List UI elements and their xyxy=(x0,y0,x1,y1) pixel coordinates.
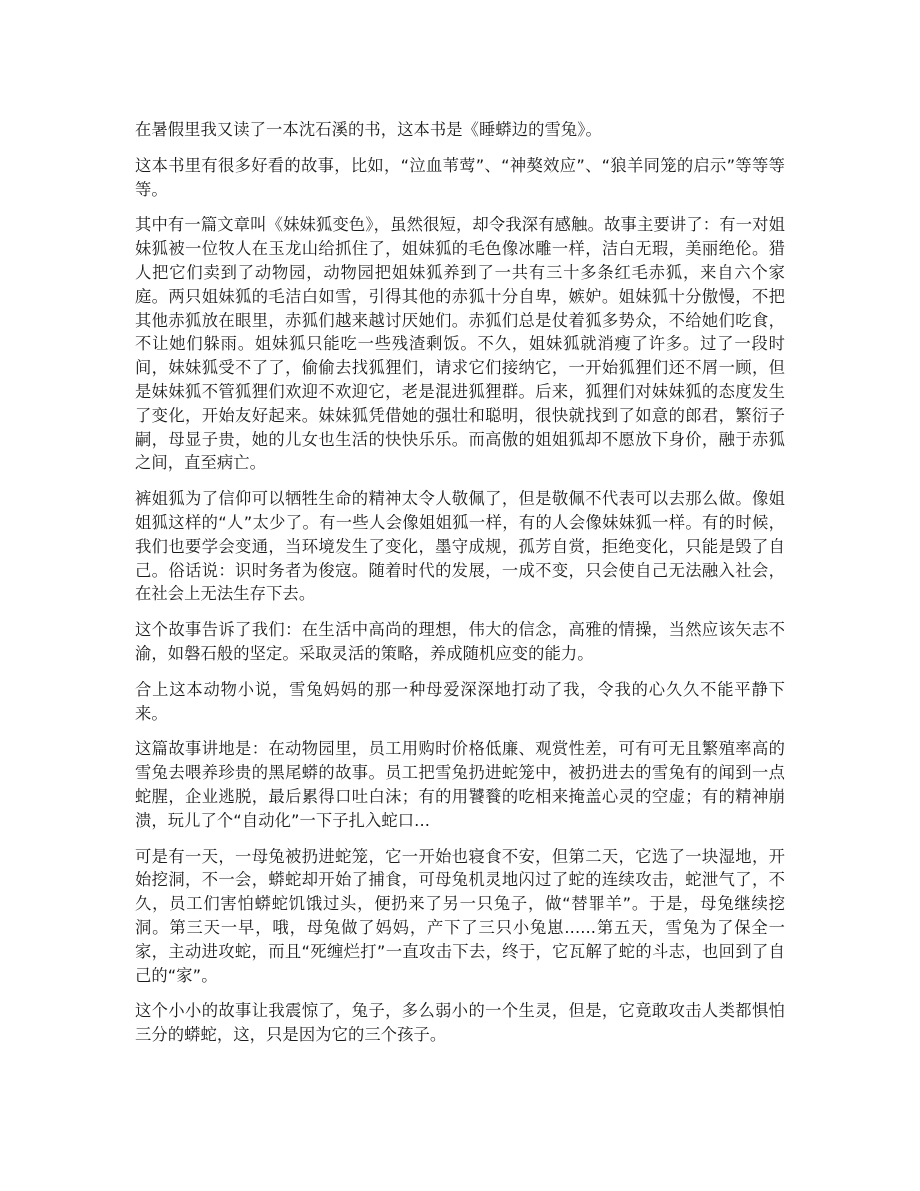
document-body xyxy=(135,118,785,1059)
paragraph-rabbit-fight: 可是有一天，一母兔被扔进蛇笼，它一开始也寝食不安，但第二天，它选了一块湿地，开始挖洞，不一会，蟒蛇却开始了捕食，可母兔机灵地闪过了蛇的连续攻击，蛇泄气了，不久，员工们害怕蟒蛇饥饿过头，便扔来了另一只兔子，做“替罪羊”。于是，母兔继续挖洞。第三天一早，哦，母兔做了妈妈，产下了三只小兔崽......第五天，雪兔为了保全一家，主动进攻蛇，而且“死缠烂打”一直攻击下去，终于，它瓦解了蛇的斗志，也回到了自己的“家”。 xyxy=(135,846,785,985)
paragraph-intro: 在暑假里我又读了一本沈石溪的书，这本书是《睡蟒边的雪兔》。 xyxy=(135,120,602,139)
paragraph-rabbit-intro: 合上这本动物小说，雪兔妈妈的那一种母爱深深地打动了我，令我的心久久不能平静下来。 xyxy=(135,679,785,723)
paragraph-fox-reflection: 裤姐狐为了信仰可以牺牲生命的精神太令人敬佩了，但是敬佩不代表可以去那么做。像姐姐狐这样的“人”太少了。有一些人会像姐姐狐一样，有的人会像妹妹狐一样。有的时候，我们也要学会变通，当环境发生了变化，墨守成规，孤芳自赏，拒绝变化，只能是毁了自己。俗话说：识时务者为俊寇。随着时代的发展，一成不变，只会使自己无法融入社会，在社会上无法生存下去。 xyxy=(135,489,785,604)
paragraph-fox-lesson: 这个故事告诉了我们：在生活中高尚的理想，伟大的信念，高雅的情操，当然应该矢志不渝，如磐石般的坚定。采取灵活的策略，养成随机应变的能力。 xyxy=(135,620,785,663)
paragraph-rabbit-story: 这篇故事讲地是：在动物园里，员工用购时价格低廉、观赏性差，可有可无且繁殖率高的雪兔去喂养珍贵的黑尾蟒的故事。员工把雪兔扔进蛇笼中，被扔进去的雪兔有的闻到一点蛇腥，企业逃脱，最后累得口吐白沫；有的用饕餮的吃相来掩盖心灵的空虚；有的精神崩溃，玩儿了个“自动化”一下子扎入蛇口... xyxy=(135,739,785,830)
paragraph-conclusion: 这个小小的故事让我震惊了，兔子，多么弱小的一个生灵，但是，它竟敢攻击人类都惧怕三分的蟒蛇，这，只是因为它的三个孩子。 xyxy=(135,1001,785,1045)
paragraph-fox-story: 其中有一篇文章叫《妹妹狐变色》，虽然很短，却令我深有感触。故事主要讲了：有一对姐妹狐被一位牧人在玉龙山给抓住了，姐妹狐的毛色像冰雕一样，洁白无瑕，美丽绝伦。猎人把它们卖到了动物园，动物园把姐妹狐养到了一共有三十多条红毛赤狐，来自六个家庭。两只姐妹狐的毛洁白如雪，引得其他的赤狐十分自卑，嫉妒。姐妹狐十分傲慢，不把其他赤狐放在眼里，赤狐们越来越讨厌她们。赤狐们总是仗着狐多势众，不给她们吃食，不让她们躲雨。姐妹狐只能吃一些残渣剩饭。不久，姐妹狐就消瘦了许多。过了一段时间，妹妹狐受不了了，偷偷去找狐狸们，请求它们接纳它，一开始狐狸们还不屑一顾，但是妹妹狐不管狐狸们欢迎不欢迎它，老是混进狐狸群。后来，狐狸们对妹妹狐的态度发生了变化，开始友好起来。妹妹狐凭借她的强壮和聪明，很快就找到了如意的郎君，繁衍子嗣，母显子贵，她的儿女也生活的快快乐乐。而高傲的姐姐狐却不愿放下身价，融于赤狐之间，直至病亡。 xyxy=(135,215,785,473)
paragraph-story-list: 这本书里有很多好看的故事，比如，“泣血苇莺”、“神獒效应”、“狼羊同笼的启示”等等等等。 xyxy=(135,155,785,199)
